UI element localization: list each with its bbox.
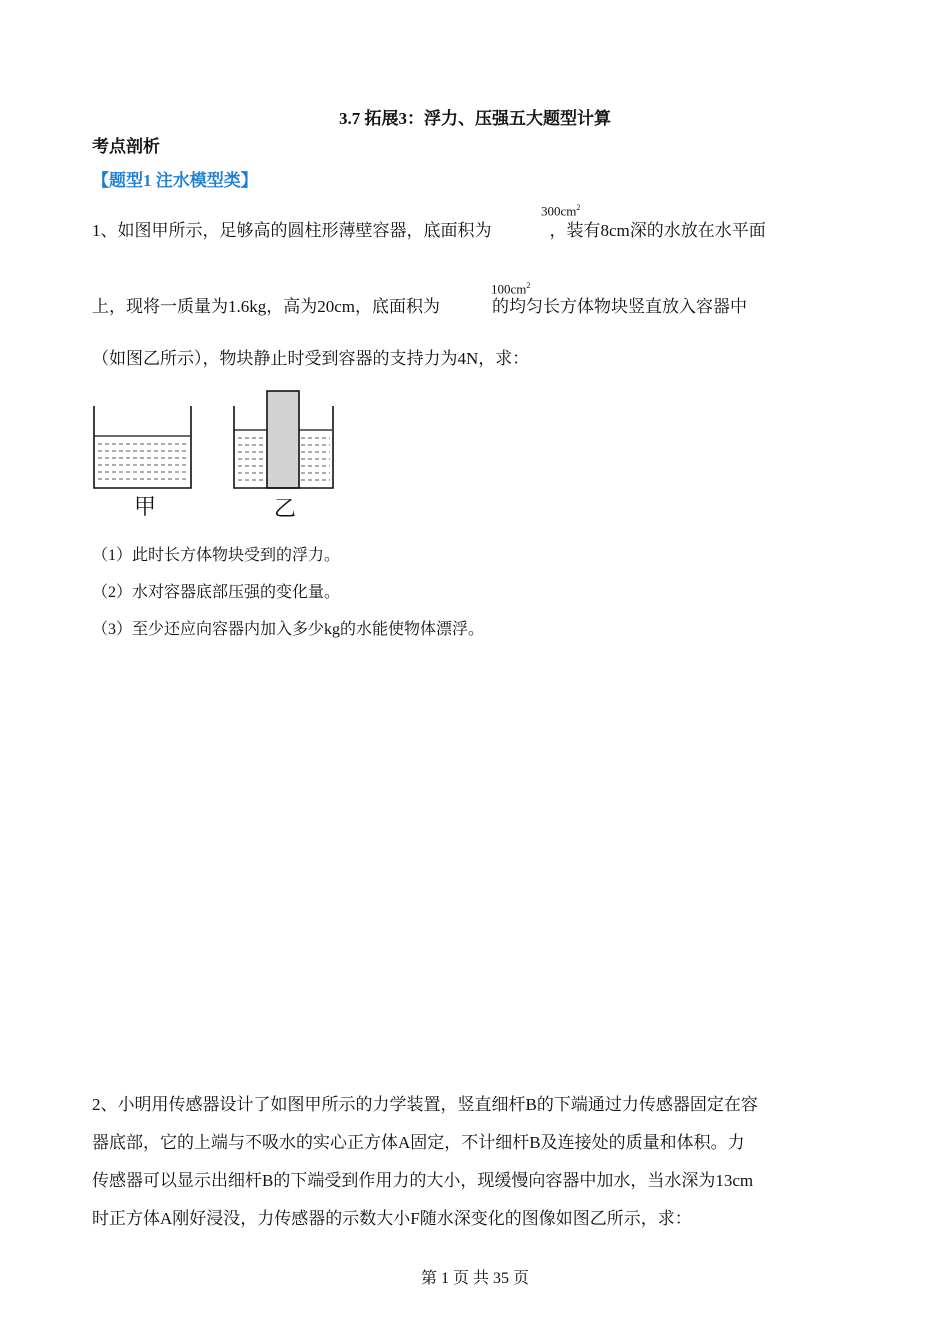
q1-line2-before: 上，现将一质量为1.6kg，高为20cm，底面积为 [92,297,441,316]
q1-line1 [92,216,766,241]
q1-area2: $100cm^2$ [491,281,531,297]
q2-line1: 2、小明用传感器设计了如图甲所示的力学装置，竖直细杆B的下端通过力传感器固定在容 [92,1095,758,1114]
q1-line1-after: ，装有8cm深的水放在水平面 [549,221,766,240]
q1-subquestion-3: （3）至少还应向容器内加入多少kg的水能使物体漂浮。 [92,621,485,638]
q1-subquestion-1: （1）此时长方体物块受到的浮力。 [92,547,341,564]
container-b [234,391,333,488]
q1-subquestion-2: （2）水对容器底部压强的变化量。 [92,584,341,601]
q1-line1-before: 1、如图甲所示，足够高的圆柱形薄壁容器，底面积为 [92,221,492,240]
q1-line2 [92,292,747,317]
figure-label-a: 甲 [134,495,157,520]
figure-label-b: 乙 [274,497,297,522]
q1-line2-after: 的均匀长方体物块竖直放入容器中 [492,297,748,316]
page-title: 3.7 拓展3：浮力、压强五大题型计算 [339,109,611,128]
q2-line4: 时正方体A刚好浸没，力传感器的示数大小F随水深变化的图像如图乙所示，求： [92,1209,692,1228]
q1-figure [88,388,348,525]
q2-line3: 传感器可以显示出细杆B的下端受到作用力的大小，现缓慢向容器中加水，当水深为13cm [92,1171,754,1190]
container-a [94,406,191,488]
q1-line3: （如图乙所示），物块静止时受到容器的支持力为4N，求： [92,349,530,368]
q2-line2: 器底部，它的上端与不吸水的实心正方体A固定，不计细杆B及连接处的质量和体积。力 [92,1133,745,1152]
q1-area1: $300cm^2$ [541,203,581,219]
block [267,391,299,488]
container-diagram [88,388,348,520]
section-heading: 考点剖析 [92,137,160,156]
question-type-heading: 【题型1 注水模型类】 [92,171,258,190]
page-footer: 第 1 页 共 35 页 [420,1270,529,1287]
